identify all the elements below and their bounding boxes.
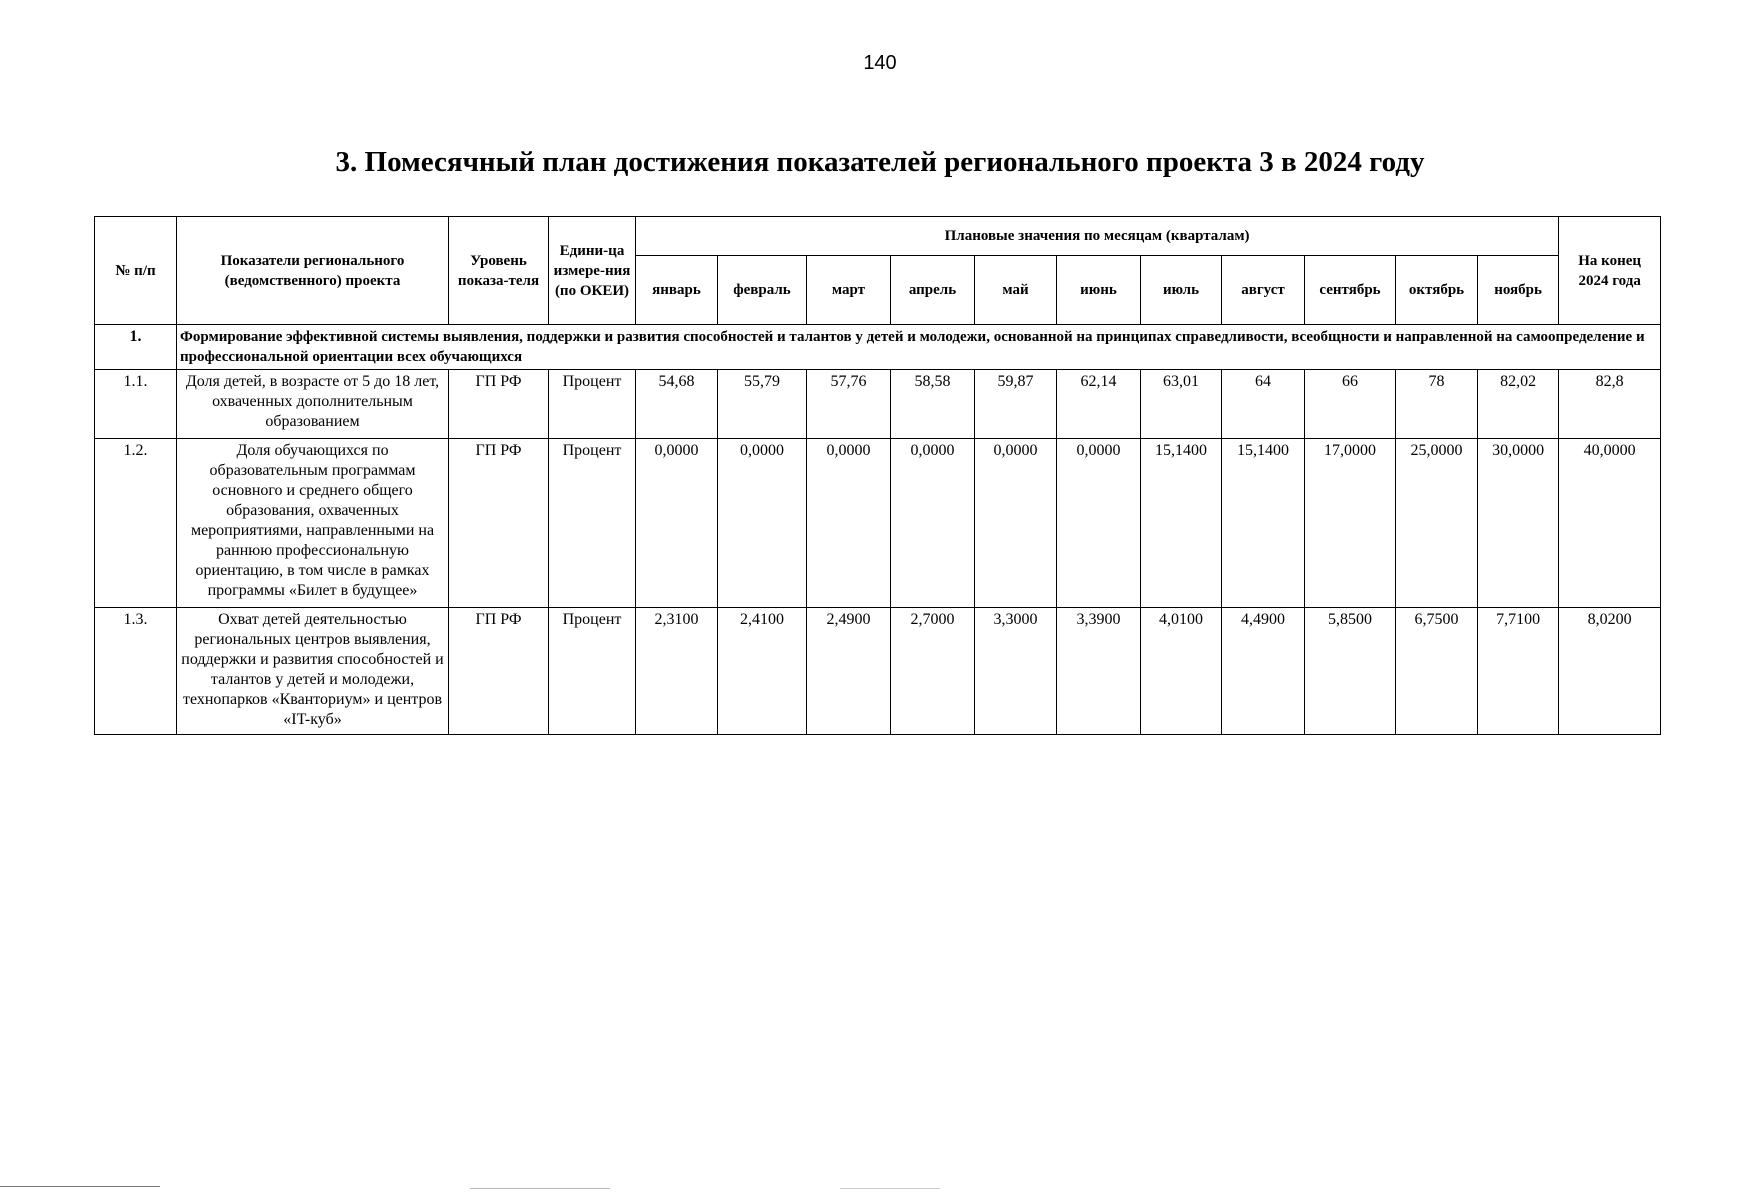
monthly-plan-table — [94, 216, 1661, 735]
month-value: 15,1400 — [1222, 439, 1305, 608]
month-value: 2,4100 — [718, 608, 807, 735]
row-number: 1.2. — [95, 439, 177, 608]
month-value: 17,0000 — [1305, 439, 1396, 608]
indicator-level: ГП РФ — [449, 370, 549, 439]
month-value: 54,68 — [636, 370, 718, 439]
indicator-unit: Процент — [549, 439, 636, 608]
page-number: 140 — [863, 52, 897, 74]
row-number: 1.3. — [95, 608, 177, 735]
header-level: Уровень показа-теля — [449, 217, 549, 325]
header-unit: Едини-ца измере-ния (по ОКЕИ) — [549, 217, 636, 325]
table-row — [95, 439, 1661, 608]
header-row-top — [95, 217, 1661, 256]
month-value: 0,0000 — [975, 439, 1057, 608]
year-end-value: 40,0000 — [1559, 439, 1661, 608]
month-value: 30,0000 — [1478, 439, 1559, 608]
scan-line — [0, 1186, 160, 1187]
month-value: 0,0000 — [718, 439, 807, 608]
header-month: август — [1222, 256, 1305, 325]
header-month: январь — [636, 256, 718, 325]
month-value: 7,7100 — [1478, 608, 1559, 735]
indicator-unit: Процент — [549, 370, 636, 439]
year-end-value: 82,8 — [1559, 370, 1661, 439]
month-value: 15,1400 — [1141, 439, 1222, 608]
year-end-value: 8,0200 — [1559, 608, 1661, 735]
header-year-end: На конец 2024 года — [1559, 217, 1661, 325]
indicator-unit: Процент — [549, 608, 636, 735]
month-value: 55,79 — [718, 370, 807, 439]
month-value: 57,76 — [807, 370, 891, 439]
month-value: 3,3900 — [1057, 608, 1141, 735]
month-value: 3,3000 — [975, 608, 1057, 735]
month-value: 62,14 — [1057, 370, 1141, 439]
month-value: 4,0100 — [1141, 608, 1222, 735]
header-indicator: Показатели регионального (ведомственного) проекта — [177, 217, 449, 325]
month-value: 82,02 — [1478, 370, 1559, 439]
indicator-level: ГП РФ — [449, 439, 549, 608]
indicator-name: Доля обучающихся по образовательным программам основного и среднего общего образования, охваченных мероприятиями, направленными на раннюю профессиональную ориентацию, в том числе в рамках программы «Билет в будущее» — [177, 439, 449, 608]
table-row — [95, 608, 1661, 735]
section-title: Формирование эффективной системы выявления, поддержки и развития способностей и талантов у детей и молодежи, основанной на принципах справедливости, всеобщности и направленной на самоопределение и профессиональной ориентации всех обучающихся — [177, 325, 1661, 370]
month-value: 58,58 — [891, 370, 975, 439]
row-number: 1.1. — [95, 370, 177, 439]
month-value: 66 — [1305, 370, 1396, 439]
header-month: июнь — [1057, 256, 1141, 325]
section-number: 1. — [95, 325, 177, 370]
month-value: 0,0000 — [636, 439, 718, 608]
month-value: 6,7500 — [1396, 608, 1478, 735]
month-value: 78 — [1396, 370, 1478, 439]
header-month: сентябрь — [1305, 256, 1396, 325]
header-month: май — [975, 256, 1057, 325]
month-value: 2,4900 — [807, 608, 891, 735]
month-value: 2,7000 — [891, 608, 975, 735]
indicator-level: ГП РФ — [449, 608, 549, 735]
header-month: февраль — [718, 256, 807, 325]
scan-line — [840, 1188, 940, 1189]
month-value: 2,3100 — [636, 608, 718, 735]
month-value: 5,8500 — [1305, 608, 1396, 735]
header-month: ноябрь — [1478, 256, 1559, 325]
month-value: 4,4900 — [1222, 608, 1305, 735]
month-value: 64 — [1222, 370, 1305, 439]
header-no: № п/п — [95, 217, 177, 325]
header-month: март — [807, 256, 891, 325]
header-planned-values: Плановые значения по месяцам (кварталам) — [636, 217, 1559, 256]
month-value: 25,0000 — [1396, 439, 1478, 608]
header-month: апрель — [891, 256, 975, 325]
scan-line — [470, 1188, 610, 1189]
month-value: 0,0000 — [1057, 439, 1141, 608]
table-row — [95, 370, 1661, 439]
document-title: 3. Помесячный план достижения показателей регионального проекта 3 в 2024 году — [335, 146, 1425, 178]
indicator-name: Охват детей деятельностью региональных центров выявления, поддержки и развития способностей и талантов у детей и молодежи, технопарков «Кванториум» и центров «IT-куб» — [177, 608, 449, 735]
header-month: июль — [1141, 256, 1222, 325]
month-value: 63,01 — [1141, 370, 1222, 439]
month-value: 59,87 — [975, 370, 1057, 439]
header-month: октябрь — [1396, 256, 1478, 325]
month-value: 0,0000 — [891, 439, 975, 608]
indicator-name: Доля детей, в возрасте от 5 до 18 лет, охваченных дополнительным образованием — [177, 370, 449, 439]
section-row — [95, 325, 1661, 370]
month-value: 0,0000 — [807, 439, 891, 608]
